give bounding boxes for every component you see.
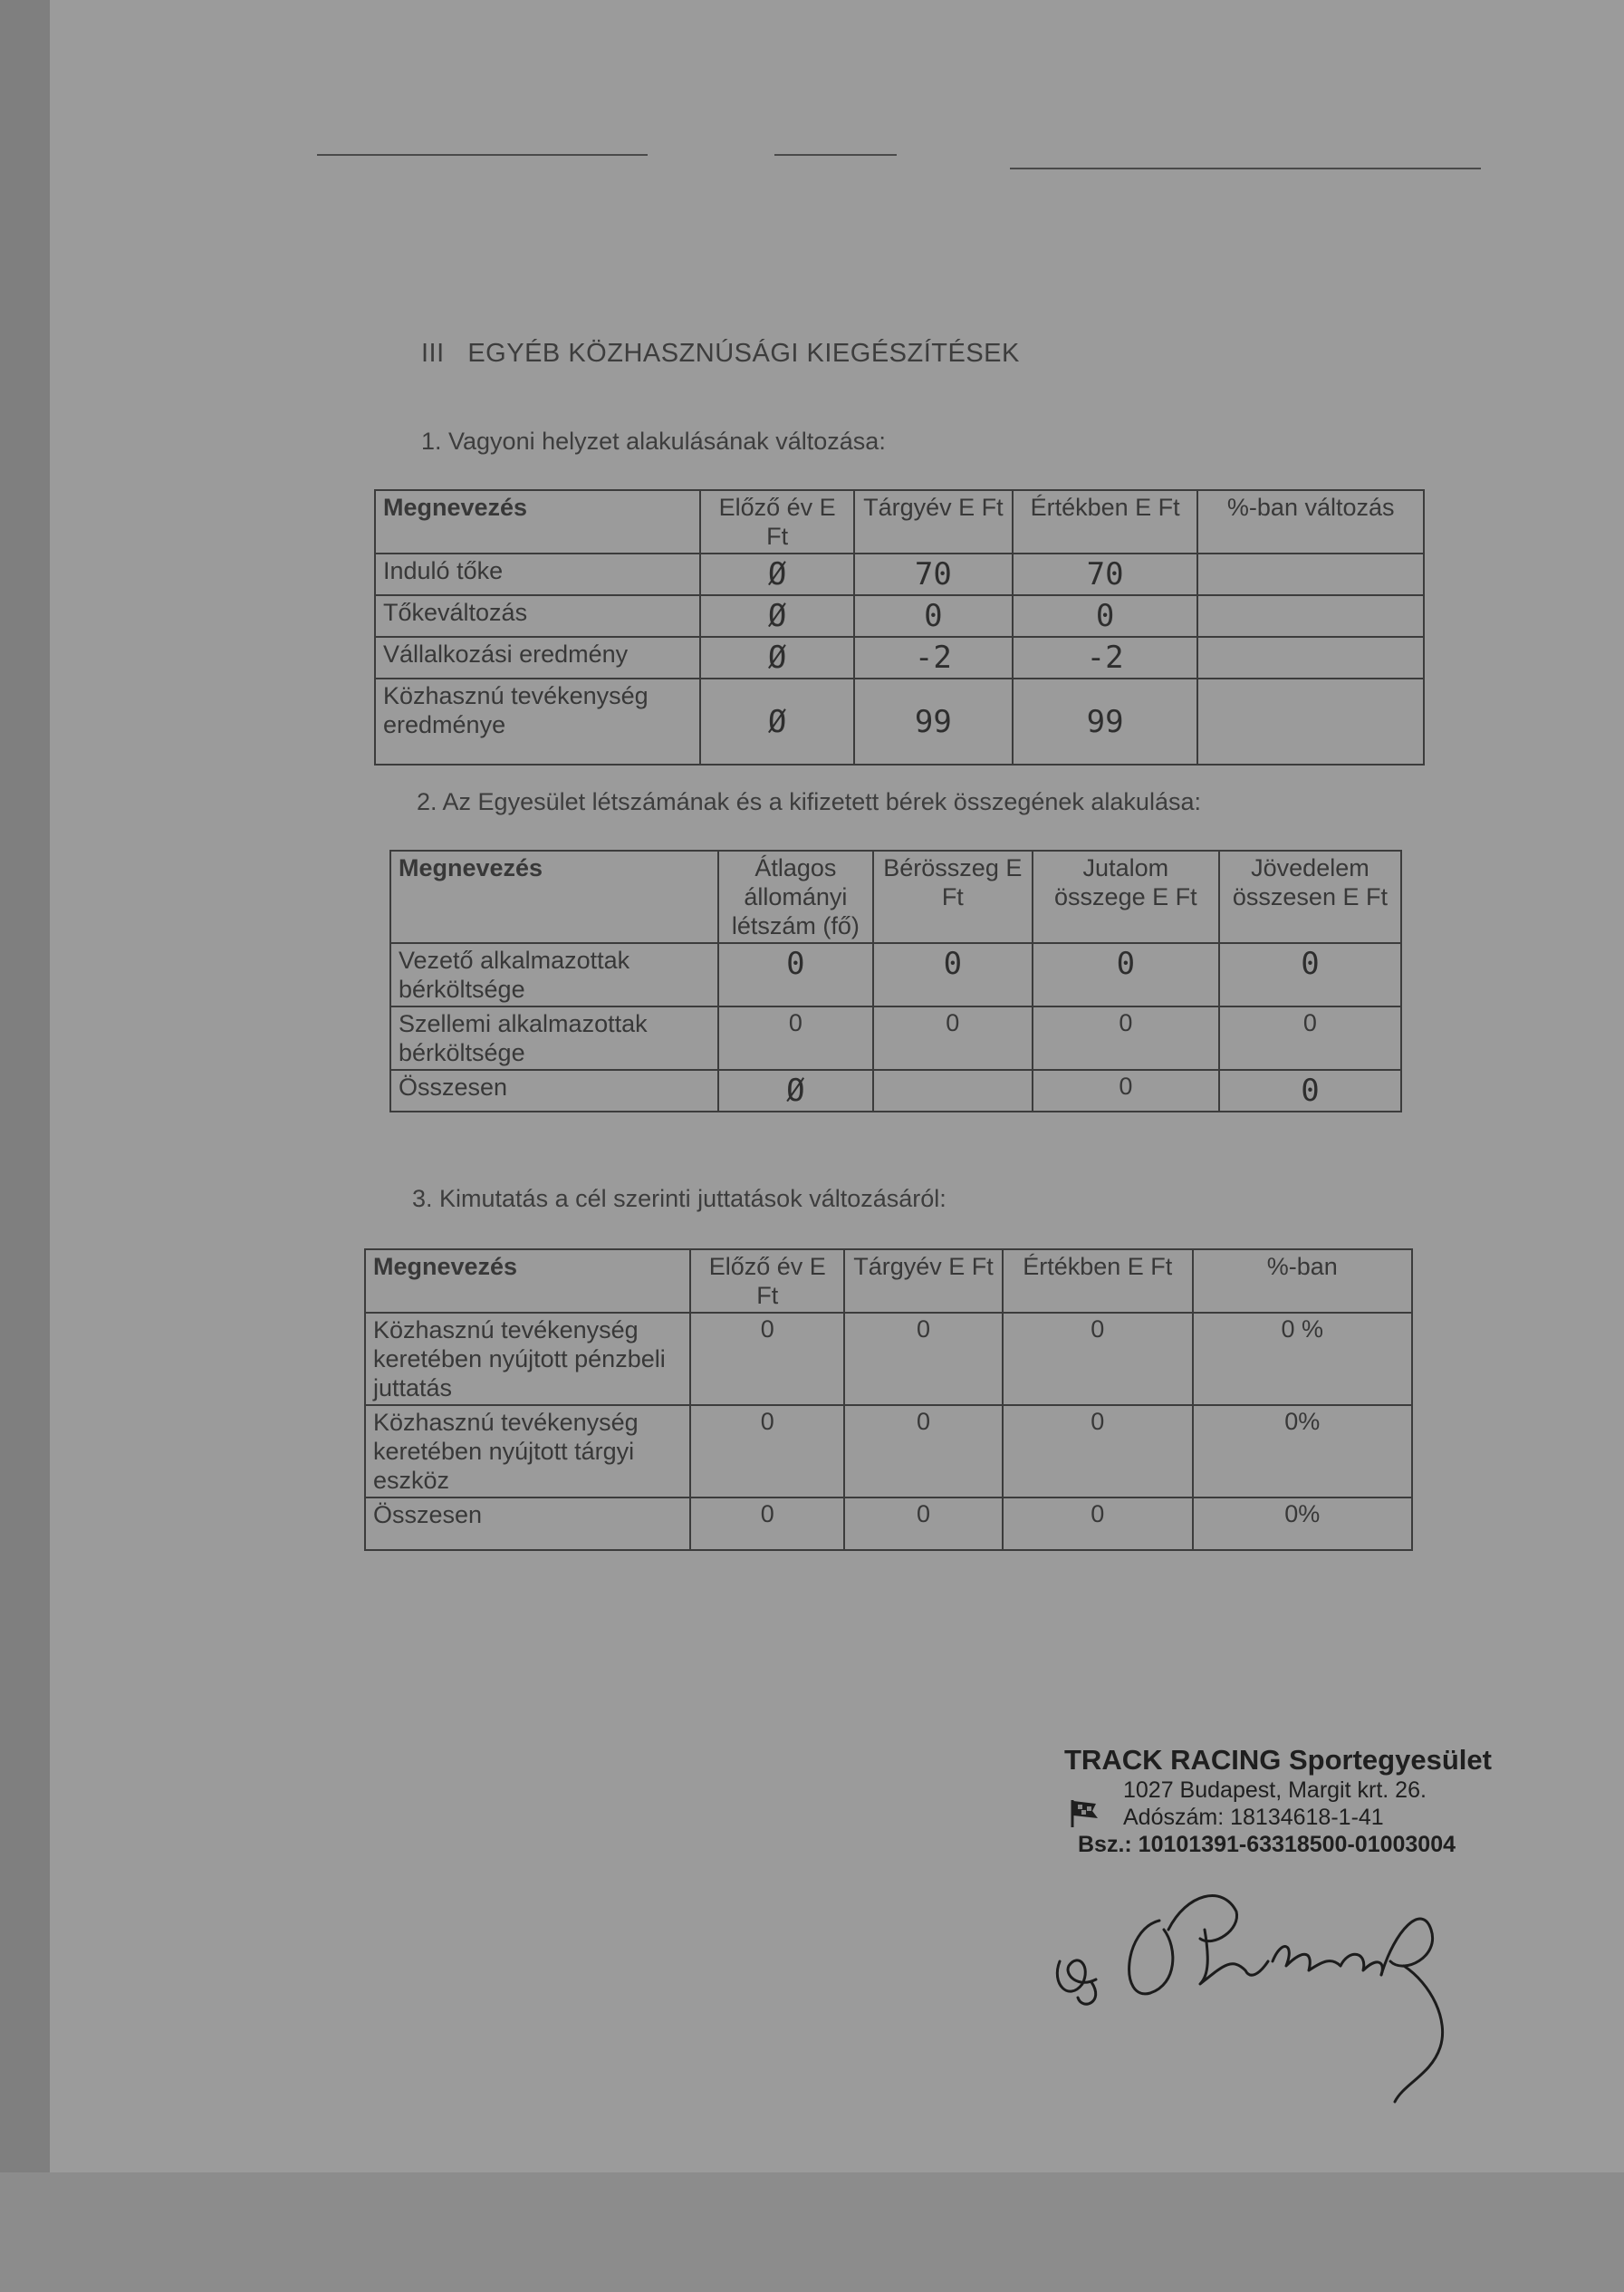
row-label: Induló tőke bbox=[375, 554, 700, 595]
cell-curr: 0 bbox=[844, 1405, 1003, 1498]
cell-value: -2 bbox=[1013, 637, 1198, 679]
column-header: Tárgyév E Ft bbox=[854, 490, 1013, 554]
cell-value: 70 bbox=[1013, 554, 1198, 595]
table-3-caption: 3. Kimutatás a cél szerinti juttatások változásáról: bbox=[412, 1185, 947, 1212]
cell-staff: Ø bbox=[718, 1070, 873, 1112]
scanner-background bbox=[0, 2172, 1624, 2292]
section-title: III EGYÉB KÖZHASZNÚSÁGI KIEGÉSZÍTÉSEK bbox=[421, 339, 1020, 368]
cell-wage bbox=[873, 1070, 1033, 1112]
cell-bonus: 0 bbox=[1033, 1006, 1219, 1070]
cell-wage: 0 bbox=[873, 1006, 1033, 1070]
cell-curr: -2 bbox=[854, 637, 1013, 679]
asset-changes-table bbox=[374, 489, 1425, 766]
cell-curr: 99 bbox=[854, 679, 1013, 765]
organization-tax-number: Adószám: 18134618-1-41 bbox=[1123, 1805, 1384, 1830]
cell-wage: 0 bbox=[873, 943, 1033, 1006]
row-label: Szellemi alkalmazottak bérköltsége bbox=[390, 1006, 718, 1070]
table-row bbox=[390, 1070, 1401, 1112]
cell-value: 0 bbox=[1013, 595, 1198, 637]
cell-pct: 0 % bbox=[1193, 1313, 1412, 1405]
column-header: Megnevezés bbox=[365, 1249, 690, 1313]
column-header: %-ban bbox=[1193, 1249, 1412, 1313]
column-header: Értékben E Ft bbox=[1013, 490, 1198, 554]
table-row bbox=[390, 943, 1401, 1006]
cell-pct: 0% bbox=[1193, 1498, 1412, 1550]
column-header: Tárgyév E Ft bbox=[844, 1249, 1003, 1313]
cell-prev: Ø bbox=[700, 679, 854, 765]
header-rule-left bbox=[317, 154, 648, 156]
column-header: Megnevezés bbox=[390, 851, 718, 943]
cell-bonus: 0 bbox=[1033, 1070, 1219, 1112]
cell-prev: 0 bbox=[690, 1313, 844, 1405]
table-header-row bbox=[365, 1249, 1412, 1313]
headcount-wages-table bbox=[389, 850, 1402, 1112]
organization-stamp bbox=[1064, 1744, 1535, 1858]
column-header: Átlagos állományi létszám (fő) bbox=[718, 851, 873, 943]
row-label: Közhasznú tevékenység eredménye bbox=[375, 679, 700, 765]
cell-bonus: 0 bbox=[1033, 943, 1219, 1006]
cell-value: 99 bbox=[1013, 679, 1198, 765]
cell-value: 0 bbox=[1003, 1405, 1193, 1498]
column-header: Értékben E Ft bbox=[1003, 1249, 1193, 1313]
column-header: Előző év E Ft bbox=[690, 1249, 844, 1313]
cell-income: 0 bbox=[1219, 943, 1401, 1006]
row-label: Közhasznú tevékenység keretében nyújtott tárgyi eszköz bbox=[365, 1405, 690, 1498]
column-header: Jövedelem összesen E Ft bbox=[1219, 851, 1401, 943]
column-header: Megnevezés bbox=[375, 490, 700, 554]
cell-pct bbox=[1197, 637, 1424, 679]
column-header: Előző év E Ft bbox=[700, 490, 854, 554]
row-label: Tőkeváltozás bbox=[375, 595, 700, 637]
row-label: Vállalkozási eredmény bbox=[375, 637, 700, 679]
handwritten-signature bbox=[1042, 1875, 1513, 2120]
row-label: Vezető alkalmazottak bérköltsége bbox=[390, 943, 718, 1006]
organization-bank-account: Bsz.: 10101391-63318500-01003004 bbox=[1078, 1832, 1456, 1857]
cell-pct bbox=[1197, 679, 1424, 765]
benefits-table bbox=[364, 1248, 1413, 1551]
table-row bbox=[390, 1006, 1401, 1070]
table-row bbox=[365, 1405, 1412, 1498]
cell-prev: 0 bbox=[690, 1498, 844, 1550]
checkered-flag-icon bbox=[1069, 1796, 1101, 1829]
cell-income: 0 bbox=[1219, 1070, 1401, 1112]
cell-pct: 0% bbox=[1193, 1405, 1412, 1498]
table-row bbox=[375, 554, 1424, 595]
cell-curr: 70 bbox=[854, 554, 1013, 595]
column-header: %-ban változás bbox=[1197, 490, 1424, 554]
cell-value: 0 bbox=[1003, 1498, 1193, 1550]
row-label: Közhasznú tevékenység keretében nyújtott pénzbeli juttatás bbox=[365, 1313, 690, 1405]
row-label: Összesen bbox=[390, 1070, 718, 1112]
table-row bbox=[375, 595, 1424, 637]
organization-name: TRACK RACING Sportegyesület bbox=[1064, 1744, 1492, 1776]
cell-prev: Ø bbox=[700, 554, 854, 595]
table-row bbox=[365, 1498, 1412, 1550]
table-header-row bbox=[375, 490, 1424, 554]
header-rule-middle bbox=[774, 154, 897, 156]
table-2-caption: 2. Az Egyesület létszámának és a kifizetett bérek összegének alakulása: bbox=[417, 788, 1201, 815]
cell-curr: 0 bbox=[844, 1313, 1003, 1405]
cell-prev: Ø bbox=[700, 595, 854, 637]
header-rule-right bbox=[1010, 168, 1481, 169]
table-row bbox=[375, 637, 1424, 679]
cell-prev: Ø bbox=[700, 637, 854, 679]
table-row bbox=[365, 1313, 1412, 1405]
cell-curr: 0 bbox=[854, 595, 1013, 637]
cell-curr: 0 bbox=[844, 1498, 1003, 1550]
table-1-caption: 1. Vagyoni helyzet alakulásának változása: bbox=[421, 428, 886, 455]
cell-staff: 0 bbox=[718, 1006, 873, 1070]
cell-pct bbox=[1197, 595, 1424, 637]
cell-staff: 0 bbox=[718, 943, 873, 1006]
cell-value: 0 bbox=[1003, 1313, 1193, 1405]
table-header-row bbox=[390, 851, 1401, 943]
organization-address: 1027 Budapest, Margit krt. 26. bbox=[1123, 1777, 1427, 1803]
column-header: Bérösszeg E Ft bbox=[873, 851, 1033, 943]
row-label: Összesen bbox=[365, 1498, 690, 1550]
column-header: Jutalom összege E Ft bbox=[1033, 851, 1219, 943]
cell-income: 0 bbox=[1219, 1006, 1401, 1070]
cell-prev: 0 bbox=[690, 1405, 844, 1498]
table-row bbox=[375, 679, 1424, 765]
cell-pct bbox=[1197, 554, 1424, 595]
